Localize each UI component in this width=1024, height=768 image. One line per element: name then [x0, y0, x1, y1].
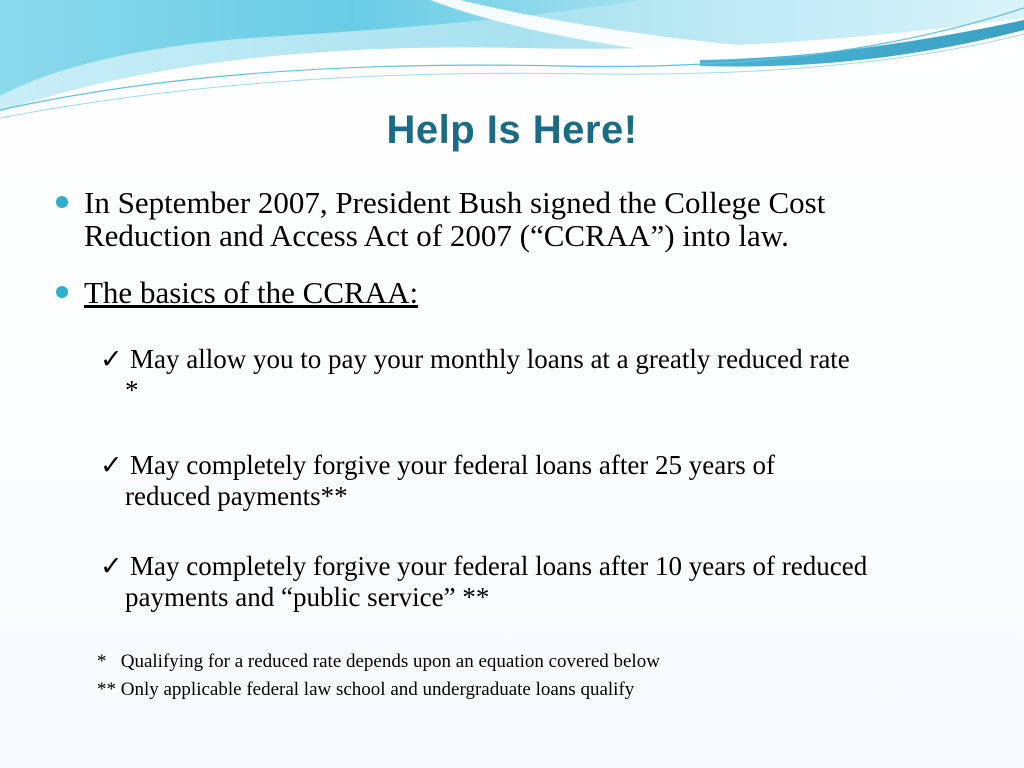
footnote: ** Only applicable federal law school and undergraduate loans qualify — [97, 679, 635, 700]
check-item — [100, 551, 1015, 613]
check-item — [100, 344, 1015, 406]
bullet-line: In September 2007, President Bush signed the College Cost — [84, 185, 826, 220]
footnote: * Qualifying for a reduced rate depends upon an equation covered below — [97, 651, 660, 672]
checkmark-icon: ✓ — [100, 344, 123, 374]
checkmark-icon: ✓ — [100, 551, 123, 581]
slide-title: Help Is Here! — [386, 108, 638, 152]
bullet-line: Reduction and Access Act of 2007 (“CCRAA”) into law. — [84, 218, 789, 253]
checkmark-icon: ✓ — [100, 450, 123, 480]
bullet-dot-icon — [56, 196, 68, 208]
bullet-text — [84, 186, 994, 252]
check-line: May completely forgive your federal loans after 10 years of reduced — [130, 551, 868, 581]
bullet-dot-icon — [56, 286, 68, 298]
check-line: May completely forgive your federal loans after 25 years of — [130, 450, 776, 480]
check-line: * — [125, 375, 139, 405]
bullet-text — [84, 276, 994, 309]
check-line: payments and “public service” ** — [125, 582, 490, 612]
section-heading: The basics of the CCRAA: — [84, 275, 419, 310]
check-line: May allow you to pay your monthly loans at a greatly reduced rate — [130, 344, 850, 374]
check-line: reduced payments** — [125, 481, 348, 511]
check-item — [100, 450, 1015, 512]
